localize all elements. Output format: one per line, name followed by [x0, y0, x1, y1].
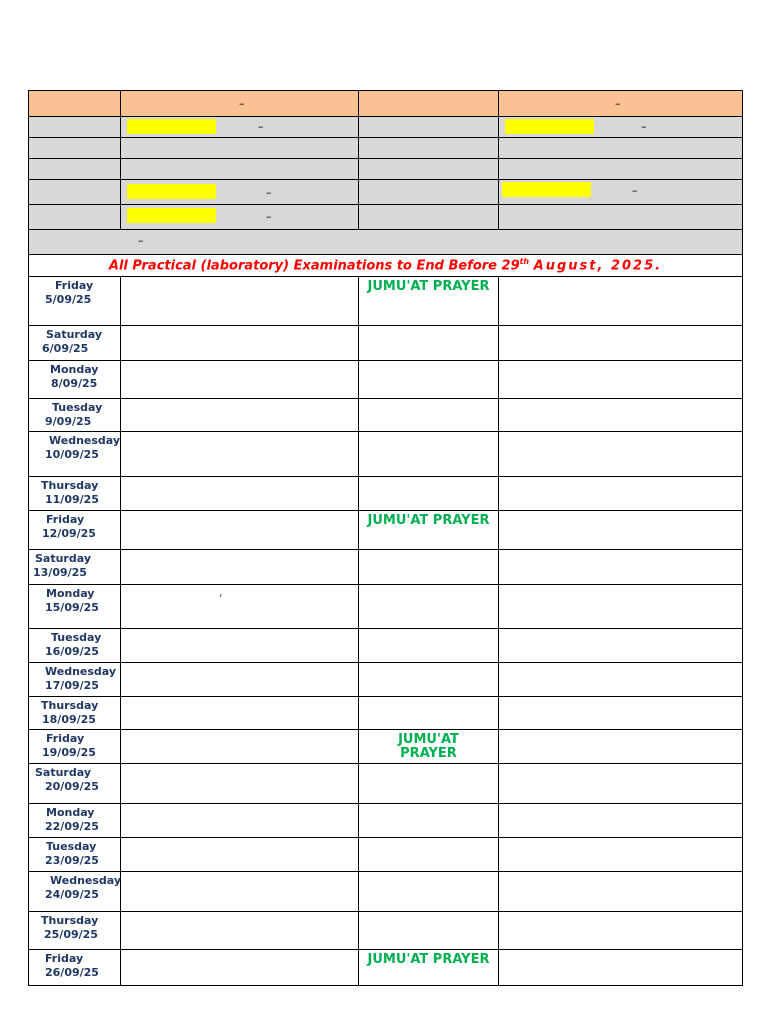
grey-cell [121, 180, 359, 205]
schedule-cell [121, 872, 359, 912]
schedule-cell [499, 277, 743, 326]
day-date: 17/09/25 [45, 679, 99, 692]
schedule-cell [121, 277, 359, 326]
schedule-cell [359, 663, 499, 697]
day-date: 20/09/25 [45, 780, 99, 793]
schedule-cell [121, 629, 359, 663]
grey-dash: – [632, 184, 638, 197]
schedule-cell [121, 912, 359, 950]
day-date: 10/09/25 [45, 448, 99, 461]
header-cell [359, 91, 499, 117]
day-date: 19/09/25 [42, 746, 96, 759]
day-cell [29, 511, 121, 550]
highlight-block [505, 119, 594, 134]
day-name: Tuesday [46, 840, 97, 853]
schedule-cell [359, 838, 499, 872]
grey-cell [29, 205, 121, 230]
schedule-cell [499, 432, 743, 477]
schedule-cell [499, 950, 743, 986]
grey-row [29, 117, 743, 138]
day-name: Friday [46, 513, 85, 526]
day-name: Tuesday [51, 631, 102, 644]
schedule-cell [359, 326, 499, 361]
day-cell [29, 697, 121, 730]
day-cell [29, 663, 121, 697]
day-date: 23/09/25 [45, 854, 99, 867]
schedule-row [29, 432, 743, 477]
day-date: 18/09/25 [42, 713, 96, 726]
schedule-cell [499, 326, 743, 361]
schedule-cell [121, 663, 359, 697]
day-cell [29, 585, 121, 629]
schedule-row [29, 326, 743, 361]
schedule-cell [499, 838, 743, 872]
day-date: 15/09/25 [45, 601, 99, 614]
day-date: 16/09/25 [45, 645, 99, 658]
grey-cell [499, 117, 743, 138]
grey-cell [121, 117, 359, 138]
schedule-cell [499, 730, 743, 764]
day-date: 24/09/25 [45, 888, 99, 901]
grey-merged-cell [29, 230, 743, 255]
grey-cell [359, 159, 499, 180]
day-cell [29, 550, 121, 585]
schedule-row [29, 838, 743, 872]
day-name: Thursday [41, 914, 99, 927]
schedule-cell [359, 511, 499, 550]
day-name: Thursday [41, 699, 99, 712]
grey-dash: – [266, 186, 272, 199]
grey-cell [121, 138, 359, 159]
schedule-cell [499, 912, 743, 950]
notice-text: All Practical (laboratory) Examinations to End Before 29 [108, 258, 520, 274]
day-cell [29, 629, 121, 663]
grey-cell [121, 205, 359, 230]
notice-cell [29, 255, 743, 277]
highlight-block [127, 208, 216, 223]
day-date: 13/09/25 [33, 566, 87, 579]
grey-dash: – [266, 210, 272, 223]
day-name: Saturday [35, 766, 91, 779]
schedule-cell [499, 361, 743, 399]
schedule-cell [359, 477, 499, 511]
day-cell [29, 277, 121, 326]
schedule-cell [359, 550, 499, 585]
day-cell [29, 432, 121, 477]
schedule-row [29, 697, 743, 730]
prayer-label: JUMU'AT PRAYER [367, 279, 490, 294]
day-date: 26/09/25 [45, 966, 99, 979]
schedule-row [29, 585, 743, 629]
schedule-cell [499, 477, 743, 511]
grey-row [29, 159, 743, 180]
schedule-cell [359, 912, 499, 950]
day-name: Wednesday [49, 434, 121, 447]
day-date: 22/09/25 [45, 820, 99, 833]
schedule-row [29, 804, 743, 838]
schedule-cell [359, 432, 499, 477]
schedule-cell [499, 399, 743, 432]
schedule-row [29, 764, 743, 804]
schedule-cell [121, 550, 359, 585]
schedule-cell [359, 629, 499, 663]
schedule-cell [499, 629, 743, 663]
grey-cell [29, 117, 121, 138]
schedule-cell [121, 477, 359, 511]
grey-cell [359, 117, 499, 138]
day-name: Thursday [41, 479, 99, 492]
schedule-cell [499, 511, 743, 550]
schedule-cell [121, 432, 359, 477]
schedule-cell [499, 697, 743, 730]
schedule-cell [359, 399, 499, 432]
header-cell [29, 91, 121, 117]
schedule-cell [121, 511, 359, 550]
day-date: 25/09/25 [44, 928, 98, 941]
day-date: 8/09/25 [51, 377, 98, 390]
header-row [29, 91, 743, 117]
day-date: 5/09/25 [45, 293, 92, 306]
schedule-cell [359, 585, 499, 629]
schedule-cell [121, 697, 359, 730]
schedule-cell [359, 361, 499, 399]
day-name: Saturday [35, 552, 91, 565]
schedule-row [29, 477, 743, 511]
prayer-label: JUMU'AT PRAYER [367, 513, 490, 528]
schedule-cell [121, 585, 359, 629]
schedule-row [29, 663, 743, 697]
notice-sup: th [519, 257, 530, 267]
grey-dash: – [258, 120, 264, 133]
schedule-row [29, 511, 743, 550]
schedule-row [29, 550, 743, 585]
schedule-cell [359, 764, 499, 804]
timetable [28, 90, 743, 986]
grey-cell [499, 159, 743, 180]
grey-cell [121, 159, 359, 180]
cell-mark: , [219, 586, 223, 599]
schedule-cell [359, 872, 499, 912]
day-name: Monday [46, 587, 95, 600]
highlight-block [502, 182, 591, 197]
schedule-cell [499, 585, 743, 629]
grey-cell [499, 138, 743, 159]
schedule-cell [499, 804, 743, 838]
schedule-cell [499, 872, 743, 912]
schedule-row [29, 872, 743, 912]
schedule-row [29, 730, 743, 764]
grey-dash: – [138, 234, 144, 247]
day-cell [29, 764, 121, 804]
schedule-cell [121, 764, 359, 804]
schedule-cell [359, 804, 499, 838]
day-name: Tuesday [52, 401, 103, 414]
schedule-cell [121, 730, 359, 764]
grey-cell [29, 138, 121, 159]
grey-merged-row [29, 230, 743, 255]
header-dash: – [239, 97, 245, 110]
schedule-cell [499, 663, 743, 697]
day-date: 11/09/25 [45, 493, 99, 506]
schedule-row [29, 399, 743, 432]
day-cell [29, 326, 121, 361]
schedule-cell [499, 550, 743, 585]
schedule-cell [359, 730, 499, 764]
schedule-cell [359, 277, 499, 326]
grey-cell [359, 205, 499, 230]
grey-cell [499, 205, 743, 230]
schedule-cell [121, 838, 359, 872]
schedule-cell [121, 804, 359, 838]
day-cell [29, 804, 121, 838]
day-name: Wednesday [45, 665, 117, 678]
schedule-cell [359, 950, 499, 986]
day-cell [29, 838, 121, 872]
header-dash: – [615, 97, 621, 110]
grey-cell [359, 138, 499, 159]
day-date: 9/09/25 [45, 415, 92, 428]
day-name: Saturday [46, 328, 102, 341]
day-cell [29, 730, 121, 764]
schedule-row [29, 277, 743, 326]
day-cell [29, 477, 121, 511]
day-name: Friday [46, 732, 85, 745]
day-date: 12/09/25 [42, 527, 96, 540]
schedule-row [29, 361, 743, 399]
highlight-block [127, 184, 216, 199]
schedule-cell [499, 764, 743, 804]
day-cell [29, 361, 121, 399]
schedule-cell [359, 697, 499, 730]
highlight-block [127, 119, 216, 134]
header-cell [121, 91, 359, 117]
prayer-label: JUMU'AT PRAYER [398, 732, 459, 761]
day-cell [29, 912, 121, 950]
grey-dash: – [641, 120, 647, 133]
schedule-row [29, 950, 743, 986]
day-name: Monday [50, 363, 99, 376]
prayer-label: JUMU'AT PRAYER [367, 952, 490, 967]
grey-row [29, 138, 743, 159]
header-cell [499, 91, 743, 117]
day-name: Monday [46, 806, 95, 819]
day-cell [29, 950, 121, 986]
notice-date: August, 2025. [533, 258, 663, 274]
schedule-cell [121, 950, 359, 986]
grey-cell [499, 180, 743, 205]
schedule-cell [121, 361, 359, 399]
grey-row [29, 180, 743, 205]
day-cell [29, 399, 121, 432]
grey-row [29, 205, 743, 230]
schedule-cell [121, 399, 359, 432]
grey-cell [359, 180, 499, 205]
schedule-row [29, 912, 743, 950]
day-date: 6/09/25 [42, 342, 89, 355]
notice-row [29, 255, 743, 277]
grey-cell [29, 159, 121, 180]
day-name: Wednesday [50, 874, 122, 887]
day-name: Friday [55, 279, 94, 292]
day-cell [29, 872, 121, 912]
day-name: Friday [45, 952, 84, 965]
schedule-row [29, 629, 743, 663]
schedule-cell [121, 326, 359, 361]
grey-cell [29, 180, 121, 205]
